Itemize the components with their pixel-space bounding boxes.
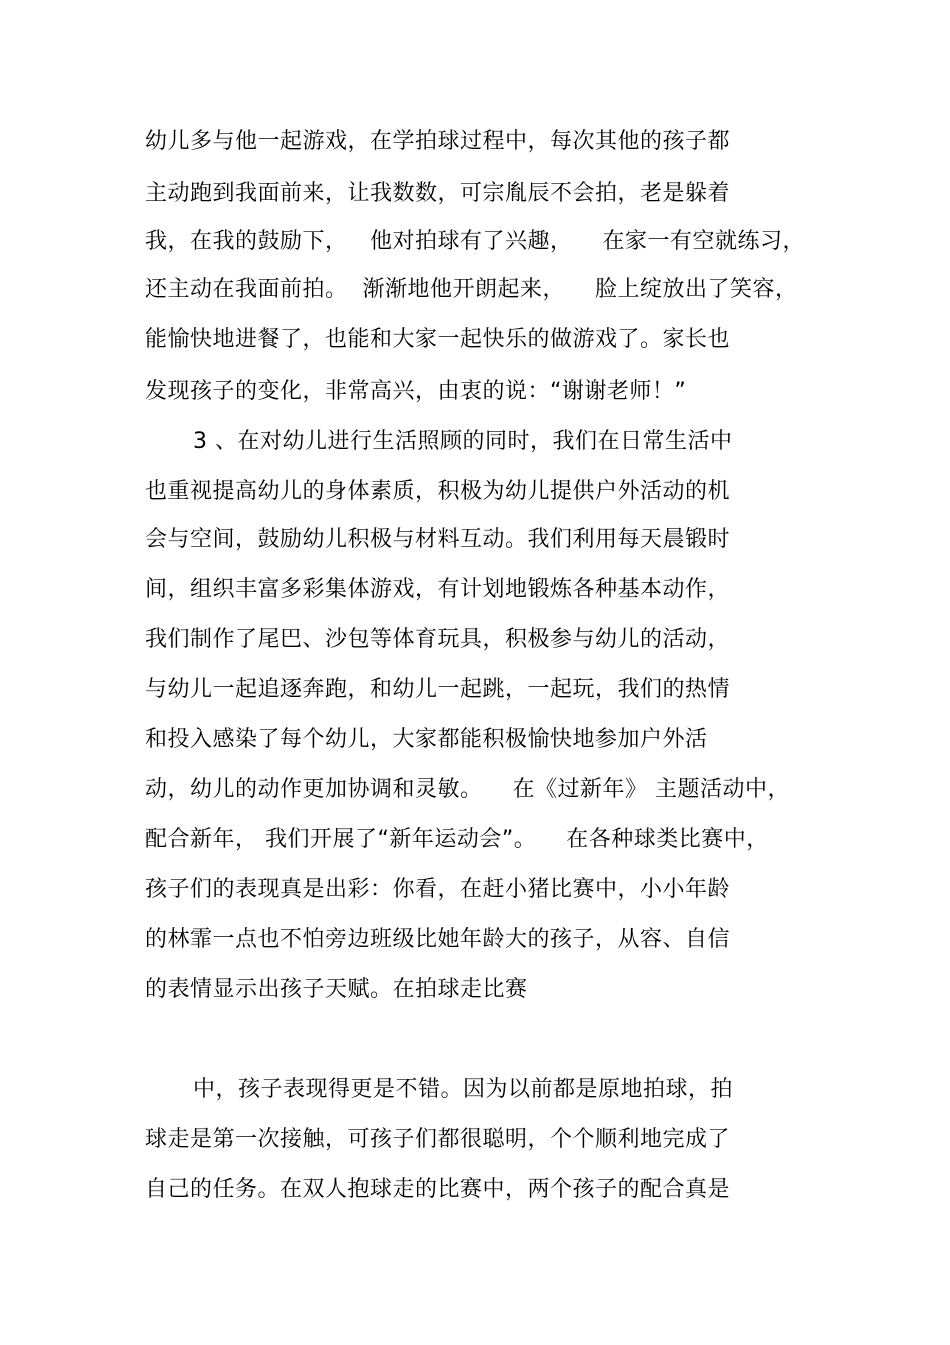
text-line: 配合新年， 我们开展了“新年运动会”。 在各种球类比赛中， [145, 827, 769, 852]
text-line: 球走是第一次接触，可孩子们都很聪明，个个顺利地完成了 [145, 1127, 731, 1152]
text-line: 动，幼儿的动作更加协调和灵敏。 在《过新年》 主题活动中， [145, 777, 790, 802]
text-line: 也重视提高幼儿的身体素质，积极为幼儿提供户外活动的机 [145, 479, 731, 504]
text-line: 和投入感染了每个幼儿，大家都能积极愉快地参加户外活 [145, 727, 708, 752]
text-line: 还主动在我面前拍。 渐渐地他开朗起来， 脸上绽放出了笑容， [145, 277, 798, 302]
text-line: 发现孩子的变化，非常高兴，由衷的说：“谢谢老师！” [145, 379, 687, 404]
text-line: 能愉快地进餐了，也能和大家一起快乐的做游戏了。家长也 [145, 327, 731, 352]
text-line: 的表情显示出孩子天赋。在拍球走比赛 [145, 977, 528, 1002]
text-line: 间，组织丰富多彩集体游戏，有计划地锻炼各种基本动作， [145, 577, 731, 602]
text-line: 我，在我的鼓励下， 他对拍球有了兴趣， 在家一有空就练习， [145, 229, 805, 254]
text-line: 中，孩子表现得更是不错。因为以前都是原地拍球，拍 [193, 1077, 734, 1102]
text-line: 会与空间，鼓励幼儿积极与材料互动。我们利用每天晨锻时 [145, 527, 731, 552]
text-line: 3 、在对幼儿进行生活照顾的同时，我们在日常生活中 [193, 429, 733, 454]
text-line: 的林霏一点也不怕旁边班级比她年龄大的孩子，从容、自信 [145, 927, 731, 952]
text-line: 我们制作了尾巴、沙包等体育玩具，积极参与幼儿的活动， [145, 627, 731, 652]
text-line: 孩子们的表现真是出彩：你看，在赶小猪比赛中，小小年龄 [145, 877, 731, 902]
text-line: 幼儿多与他一起游戏，在学拍球过程中，每次其他的孩子都 [145, 129, 731, 154]
text-line: 主动跑到我面前来，让我数数，可宗胤辰不会拍，老是躲着 [145, 181, 731, 206]
text-line: 自己的任务。在双人抱球走的比赛中，两个孩子的配合真是 [145, 1177, 731, 1202]
text-line: 与幼儿一起追逐奔跑，和幼儿一起跳，一起玩，我们的热情 [145, 677, 731, 702]
